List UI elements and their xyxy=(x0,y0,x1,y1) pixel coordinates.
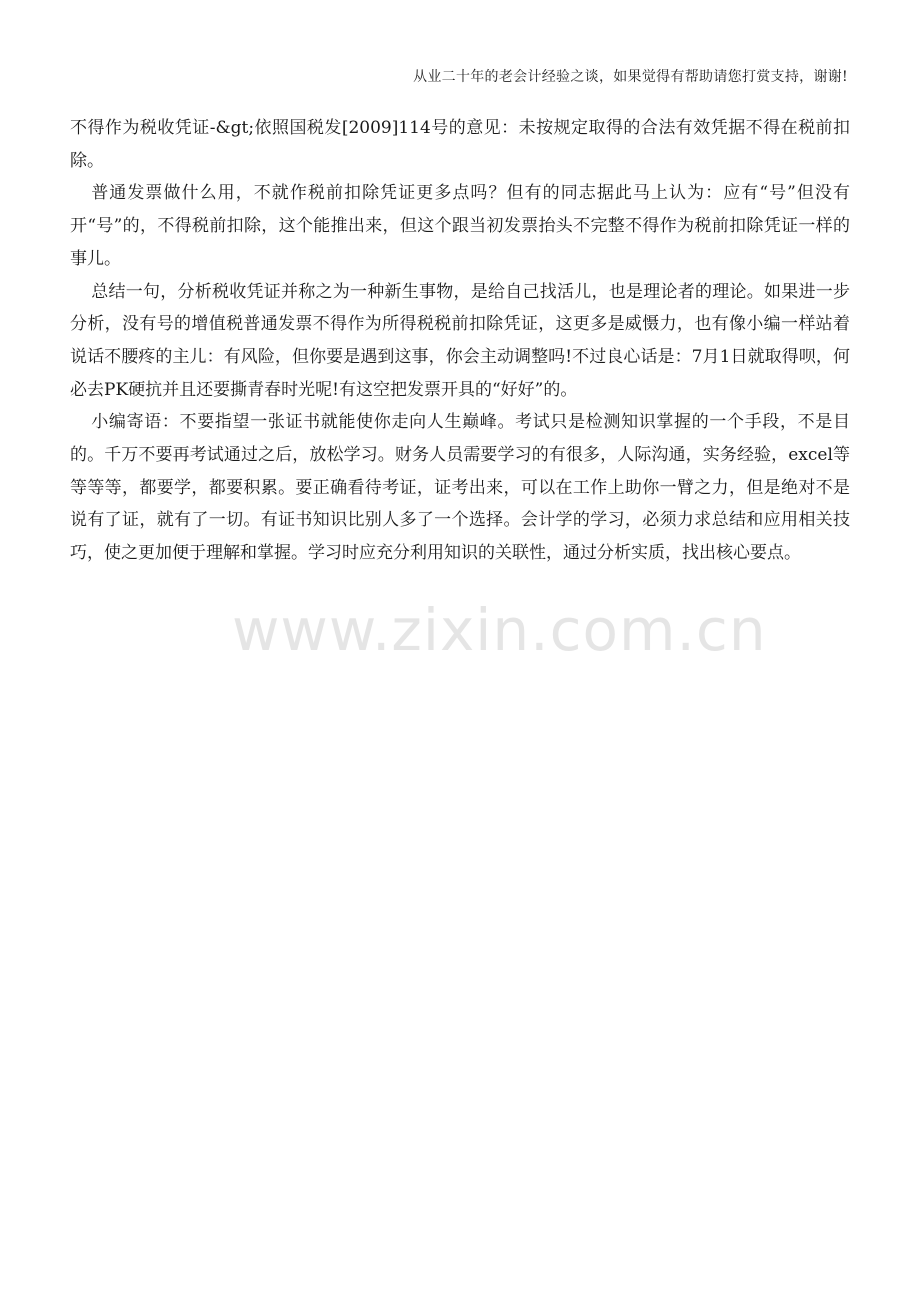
paragraph: 不得作为税收凭证-&gt;依照国税发[2009]114号的意见：未按规定取得的合法有效凭据不得在税前扣除。 xyxy=(70,118,850,171)
paragraph: 普通发票做什么用，不就作税前扣除凭证更多点吗？但有的同志据此马上认为：应有“号”但没有开“号”的，不得税前扣除，这个能推出来，但这个跟当初发票抬头不完整不得作为税前扣除凭证一样的事儿。 xyxy=(70,183,850,269)
paragraph: 总结一句，分析税收凭证并称之为一种新生事物，是给自己找活儿，也是理论者的理论。如果进一步分析，没有号的增值税普通发票不得作为所得税税前扣除凭证，这更多是威慑力，也有像小编一样站着说话不腰疼的主儿：有风险，但你要是遇到这事，你会主动调整吗!不过良心话是：7月1日就取得呗，何必去PK硬抗并且还要撕青春时光呢!有这空把发票开具的“好好”的。 xyxy=(70,281,850,400)
header-note: 从业二十年的老会计经验之谈，如果觉得有帮助请您打赏支持，谢谢! xyxy=(413,69,848,85)
document-body xyxy=(70,112,850,570)
paragraph: 小编寄语：不要指望一张证书就能使你走向人生巅峰。考试只是检测知识掌握的一个手段，不是目的。千万不要再考试通过之后，放松学习。财务人员需要学习的有很多，人际沟通，实务经验，excel等等等等，都要学，都要积累。要正确看待考证，证考出来，可以在工作上助你一臂之力，但是绝对不是说有了证，就有了一切。有证书知识比别人多了一个选择。会计学的学习，必须力求总结和应用相关技巧，使之更加便于理解和掌握。学习时应充分利用知识的关联性，通过分析实质，找出核心要点。 xyxy=(70,412,850,564)
watermark: www.zixin.com.cn xyxy=(232,596,767,664)
